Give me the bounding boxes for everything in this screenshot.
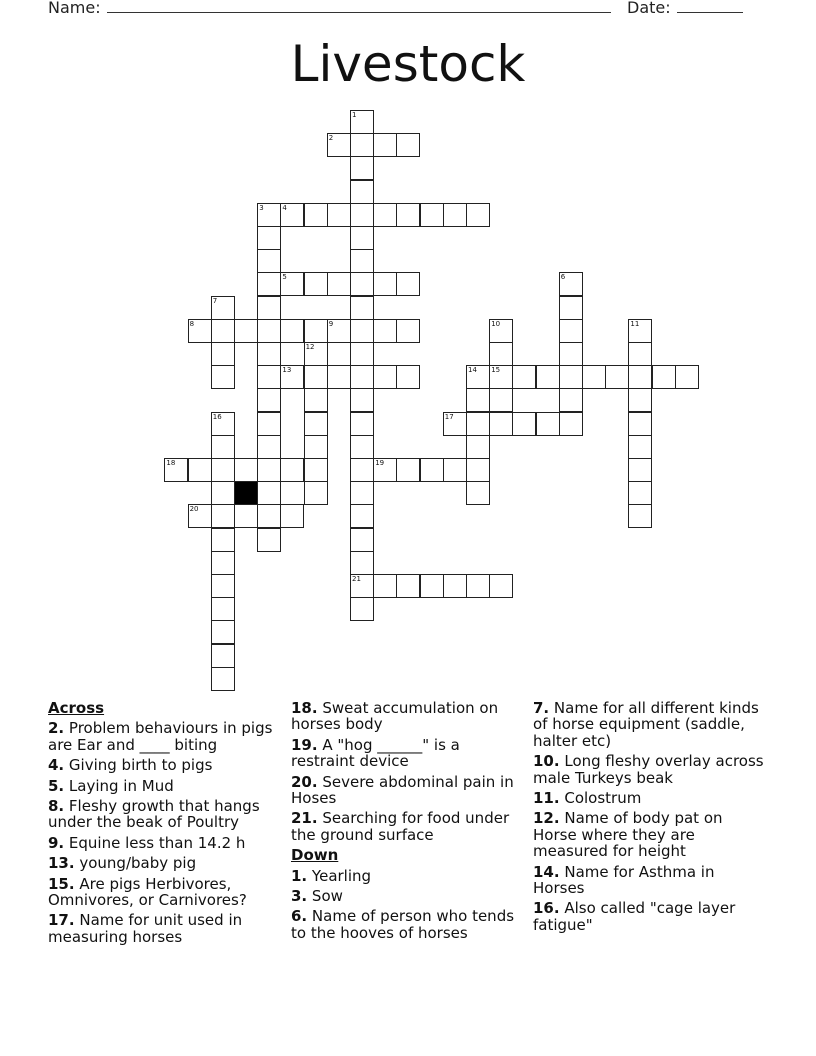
grid-cell[interactable]	[466, 203, 490, 227]
grid-cell[interactable]	[420, 203, 444, 227]
grid-cell[interactable]	[536, 412, 560, 436]
grid-cell[interactable]	[280, 319, 304, 343]
grid-cell[interactable]	[211, 458, 235, 482]
clue-column-3	[533, 700, 769, 937]
clue-across-2: 2. Problem behaviours in pigs are Ear and ____ biting	[48, 719, 273, 754]
grid-cell[interactable]	[257, 319, 281, 343]
grid-cell[interactable]	[489, 342, 513, 366]
clue-number: 7	[212, 296, 218, 305]
clue-down-12: 12. Name of body pat on Horse where they are measured for height	[533, 809, 723, 861]
clue-number: 15	[491, 366, 501, 375]
clue-down-1: 1. Yearling	[291, 866, 372, 885]
grid-cell[interactable]	[257, 481, 281, 505]
grid-cell[interactable]	[628, 365, 652, 389]
clue-column-1	[48, 700, 284, 949]
grid-cell[interactable]	[628, 342, 652, 366]
grid-cell[interactable]	[350, 504, 374, 528]
grid-cell[interactable]	[327, 272, 351, 296]
clue-number: 20	[189, 505, 199, 514]
grid-cell[interactable]	[257, 296, 281, 320]
clue-down-10: 10. Long fleshy overlay across male Turkeys beak	[533, 752, 764, 787]
grid-cell[interactable]	[512, 365, 536, 389]
grid-cell[interactable]	[559, 365, 583, 389]
grid-cell[interactable]	[234, 458, 258, 482]
grid-cell[interactable]	[257, 226, 281, 250]
grid-cell[interactable]	[396, 203, 420, 227]
down-heading: Down	[291, 846, 339, 865]
clue-across-13: 13. young/baby pig	[48, 854, 197, 873]
grid-cell[interactable]	[234, 504, 258, 528]
grid-cell[interactable]	[257, 365, 281, 389]
grid-cell[interactable]	[350, 365, 374, 389]
grid-cell[interactable]	[350, 528, 374, 552]
grid-cell[interactable]	[257, 458, 281, 482]
clue-number: 13	[282, 366, 292, 375]
grid-cell[interactable]	[489, 574, 513, 598]
clue-across-15: 15. Are pigs Herbivores, Omnivores, or Carnivores?	[48, 874, 247, 910]
clue-across-21: 21. Searching for food under the ground surface	[291, 809, 510, 844]
grid-cell[interactable]	[304, 388, 328, 412]
grid-cell[interactable]	[396, 133, 420, 157]
clue-down-11: 11. Colostrum	[533, 789, 642, 808]
grid-cell[interactable]	[628, 435, 652, 459]
grid-cell[interactable]	[559, 319, 583, 343]
grid-cell[interactable]	[512, 412, 536, 436]
clue-number: 10	[491, 319, 501, 328]
grid-cell[interactable]	[211, 435, 235, 459]
clue-number: 1	[352, 111, 357, 119]
clue-down-6: 6. Name of person who tends to the hooves of horses	[291, 907, 515, 942]
clue-down-16: 16. Also called "cage layer fatigue"	[533, 899, 736, 934]
grid-cell[interactable]	[257, 435, 281, 459]
clue-number: 6	[560, 273, 566, 282]
grid-cell[interactable]	[304, 458, 328, 482]
grid-cell[interactable]	[350, 203, 374, 227]
grid-cell[interactable]	[350, 226, 374, 250]
grid-cell[interactable]	[280, 458, 304, 482]
grid-cell[interactable]	[628, 504, 652, 528]
grid-cell[interactable]	[304, 412, 328, 436]
grid-cell[interactable]	[675, 365, 699, 389]
grid-cell[interactable]	[350, 597, 374, 621]
grid-cell[interactable]	[628, 412, 652, 436]
grid-cell[interactable]	[257, 249, 281, 273]
grid-cell[interactable]	[628, 388, 652, 412]
grid-cell[interactable]	[350, 481, 374, 505]
grid-cell[interactable]	[350, 272, 374, 296]
grid-cell[interactable]	[327, 365, 351, 389]
grid-cell[interactable]	[257, 504, 281, 528]
grid-cell[interactable]	[211, 644, 235, 668]
grid-cell[interactable]	[396, 319, 420, 343]
clue-number: 5	[282, 273, 287, 282]
grid-cell[interactable]	[211, 551, 235, 575]
clue-across-20: 20. Severe abdominal pain in Hoses	[291, 772, 514, 808]
grid-cell[interactable]	[304, 481, 328, 505]
clue-number: 11	[630, 319, 640, 328]
grid-cell[interactable]	[350, 296, 374, 320]
grid-cell[interactable]	[211, 504, 235, 528]
grid-cell[interactable]	[211, 574, 235, 598]
grid-cell[interactable]	[257, 272, 281, 296]
grid-cell[interactable]	[257, 388, 281, 412]
grid-cell[interactable]	[350, 180, 374, 204]
grid-cell[interactable]	[350, 319, 374, 343]
grid-cell[interactable]	[466, 481, 490, 505]
clue-down-3: 3. Sow	[291, 887, 343, 906]
grid-cell[interactable]	[350, 435, 374, 459]
grid-cell[interactable]	[304, 435, 328, 459]
grid-cell[interactable]	[211, 365, 235, 389]
grid-cell[interactable]	[559, 296, 583, 320]
name-label: Name:	[48, 0, 101, 17]
grid-cell[interactable]	[559, 388, 583, 412]
clue-across-17: 17. Name for unit used in measuring horses	[48, 911, 243, 946]
clue-down-14: 14. Name for Asthma in Horses	[533, 862, 715, 898]
grid-cell[interactable]	[559, 412, 583, 436]
grid-cell[interactable]	[628, 481, 652, 505]
clue-across-8: 8. Fleshy growth that hangs under the beak of Poultry	[48, 797, 260, 832]
grid-cell[interactable]	[373, 319, 397, 343]
grid-cell[interactable]	[211, 481, 235, 505]
grid-cell[interactable]	[327, 203, 351, 227]
clue-across-5: 5. Laying in Mud	[48, 776, 174, 795]
grid-cell[interactable]	[350, 458, 374, 482]
grid-cell[interactable]	[466, 388, 490, 412]
grid-cell[interactable]	[396, 458, 420, 482]
across-heading: Across	[48, 699, 105, 717]
grid-cell[interactable]	[443, 458, 467, 482]
grid-cell[interactable]	[466, 412, 490, 436]
clue-number: 21	[352, 575, 361, 583]
clue-number: 14	[468, 366, 477, 375]
grid-cell[interactable]	[396, 574, 420, 598]
clue-column-2	[291, 700, 527, 945]
clue-number: 16	[212, 412, 222, 421]
clue-number: 4	[282, 203, 287, 212]
grid-cell[interactable]	[350, 412, 374, 436]
grid-cell[interactable]	[350, 342, 374, 366]
grid-cell[interactable]	[234, 319, 258, 343]
grid-cell[interactable]	[211, 620, 235, 644]
grid-cell[interactable]	[489, 388, 513, 412]
grid-cell[interactable]	[420, 458, 444, 482]
grid-cell[interactable]	[373, 203, 397, 227]
grid-cell[interactable]	[257, 528, 281, 552]
grid-cell[interactable]	[350, 156, 374, 180]
clue-across-19: 19. A "hog ______" is a restraint device	[291, 735, 460, 771]
clue-across-4: 4. Giving birth to pigs	[48, 756, 213, 775]
clue-number: 9	[328, 319, 334, 328]
grid-cell[interactable]	[582, 365, 606, 389]
grid-cell[interactable]	[489, 412, 513, 436]
grid-cell[interactable]	[211, 597, 235, 621]
date-label: Date:	[627, 0, 671, 17]
grid-cell[interactable]	[211, 528, 235, 552]
grid-cell[interactable]	[373, 133, 397, 157]
grid-cell[interactable]	[443, 203, 467, 227]
page-title: Livestock	[290, 35, 526, 93]
grid-cell[interactable]	[304, 365, 328, 389]
grid-cell[interactable]	[211, 342, 235, 366]
grid-cell[interactable]	[559, 342, 583, 366]
grid-cell[interactable]	[628, 458, 652, 482]
grid-cell[interactable]	[466, 435, 490, 459]
clue-number: 19	[375, 459, 385, 467]
clue-across-18: 18. Sweat accumulation on horses body	[291, 699, 499, 734]
clue-number: 18	[166, 459, 176, 467]
grid-cell[interactable]	[350, 551, 374, 575]
grid-cell[interactable]	[396, 365, 420, 389]
grid-cell[interactable]	[466, 458, 490, 482]
grid-cell[interactable]	[466, 574, 490, 598]
clue-number: 12	[305, 343, 315, 351]
grid-cell[interactable]	[652, 365, 676, 389]
grid-cell[interactable]	[211, 319, 235, 343]
clue-number: 3	[259, 203, 264, 212]
grid-cell[interactable]	[396, 272, 420, 296]
grid-cell[interactable]	[373, 574, 397, 598]
black-square	[234, 481, 258, 505]
grid-cell[interactable]	[605, 365, 629, 389]
clue-number: 2	[328, 134, 334, 143]
grid-cell[interactable]	[443, 574, 467, 598]
grid-cell[interactable]	[280, 504, 304, 528]
grid-cell[interactable]	[350, 388, 374, 412]
grid-cell[interactable]	[304, 319, 328, 343]
grid-cell[interactable]	[350, 133, 374, 157]
grid-cell[interactable]	[350, 249, 374, 273]
grid-cell[interactable]	[373, 272, 397, 296]
clue-number: 17	[444, 412, 454, 421]
grid-cell[interactable]	[304, 203, 328, 227]
grid-cell[interactable]	[304, 272, 328, 296]
grid-cell[interactable]	[420, 574, 444, 598]
grid-cell[interactable]	[536, 365, 560, 389]
clue-down-7: 7. Name for all different kinds of horse equipment (saddle, halter etc)	[533, 699, 759, 750]
grid-cell[interactable]	[257, 412, 281, 436]
grid-cell[interactable]	[257, 342, 281, 366]
clue-across-9: 9. Equine less than 14.2 h	[48, 833, 246, 852]
clue-number: 8	[189, 319, 195, 328]
grid-cell[interactable]	[211, 667, 235, 691]
grid-cell[interactable]	[188, 458, 212, 482]
grid-cell[interactable]	[373, 365, 397, 389]
